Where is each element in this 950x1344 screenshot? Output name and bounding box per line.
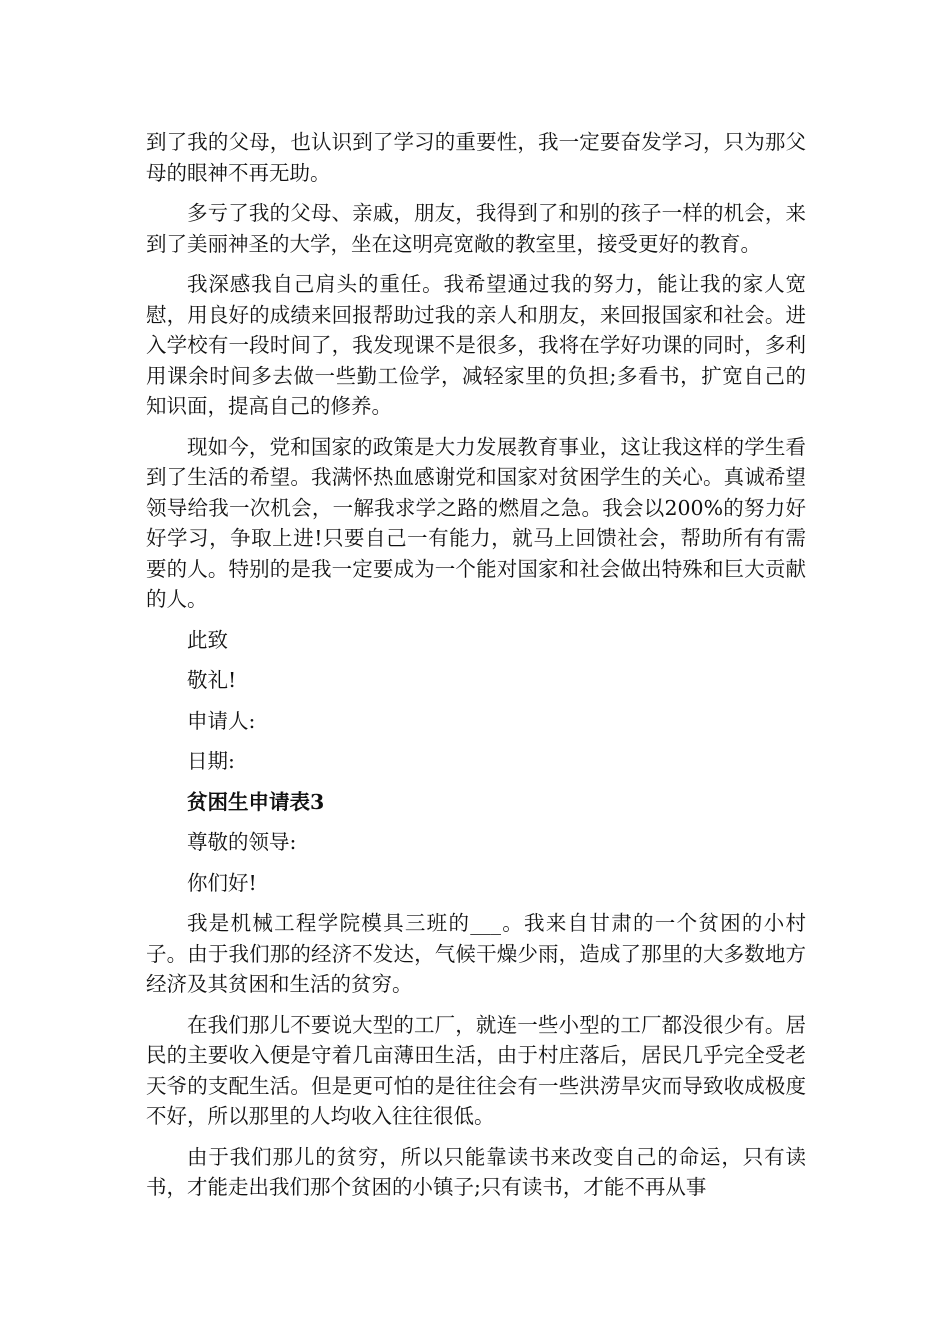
salute-line: 敬礼!: [187, 668, 237, 692]
paragraph-introduction: 我是机械工程学院模具三班的___。我来自甘肃的一个贫困的小村子。由于我们那的经济不发达，气候干燥少雨，造成了那里的大多数地方经济及其贫困和生活的贫穷。: [146, 911, 806, 996]
hello-line: 你们好!: [187, 870, 257, 895]
paragraph-village: 在我们那儿不要说大型的工厂，就连一些小型的工厂都没很少有。居民的主要收入便是守着几亩薄田生活，由于村庄落后，居民几乎完全受老天爷的支配生活。但是更可怕的是往往会有一些洪涝旱灾而导致收成极度不好，所以那里的人均收入往往很低。: [146, 1012, 806, 1128]
applicant-line: 申请人:: [187, 708, 256, 733]
date-line: 日期:: [187, 749, 235, 773]
paragraph-responsibility: 我深感我自己肩头的重任。我希望通过我的努力，能让我的家人宽慰，用良好的成绩来回报帮助过我的亲人和朋友，来回报国家和社会。进入学校有一段时间了，我发现课不是很多，我将在学好功课的同时，多利用课余时间多去做一些勤工俭学，减轻家里的负担;多看书，扩宽自己的知识面，提高自己的修养。: [146, 272, 806, 418]
document-page: [146, 127, 806, 1213]
paragraph-gratitude: 多亏了我的父母、亲戚，朋友，我得到了和别的孩子一样的机会，来到了美丽神圣的大学，坐在这明亮宽敞的教室里，接受更好的教育。: [146, 201, 806, 256]
section-heading: 贫困生申请表3: [187, 789, 325, 814]
greeting-line: 尊敬的领导:: [187, 830, 297, 854]
paragraph-policy: 现如今，党和国家的政策是大力发展教育事业，这让我这样的学生看到了生活的希望。我满怀热血感谢党和国家对贫困学生的关心。真诚希望领导给我一次机会，一解我求学之路的燃眉之急。我会以200%的努力好好学习，争取上进!只要自己一有能力，就马上回馈社会，帮助所有有需要的人。特别的是我一定要成为一个能对国家和社会做出特殊和巨大贡献的人。: [146, 434, 806, 611]
paragraph-continued: 到了我的父母，也认识到了学习的重要性，我一定要奋发学习，只为那父母的眼神不再无助。: [146, 130, 806, 185]
paragraph-education: 由于我们那儿的贫穷，所以只能靠读书来改变自己的命运，只有读书，才能走出我们那个贫困的小镇子;只有读书，才能不再从事: [146, 1144, 806, 1199]
closing-line: 此致: [187, 627, 228, 652]
